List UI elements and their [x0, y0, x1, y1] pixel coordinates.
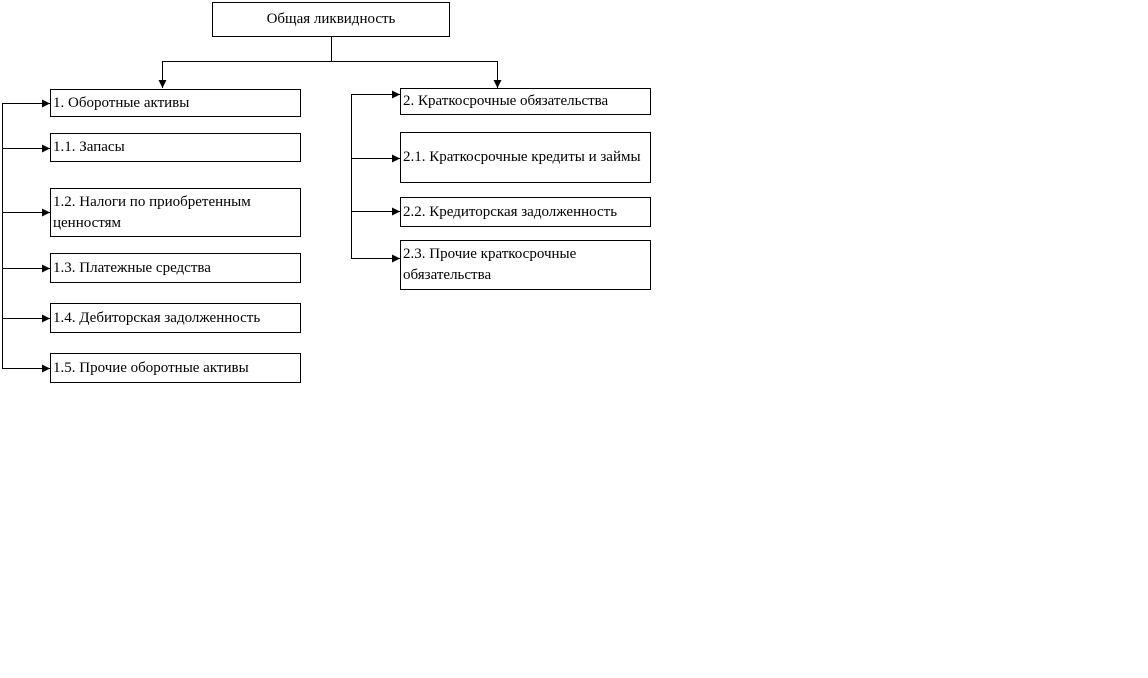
connector-left-spine: [2, 103, 50, 369]
node-2-short-term-liabilities: 2. Краткосрочные обязательства: [400, 88, 651, 115]
connector-right-spine: [351, 94, 400, 259]
node-1-current-assets: 1. Оборотные активы: [50, 89, 301, 117]
node-1-3-payment-means: 1.3. Платежные средства: [50, 253, 301, 283]
node-2-3-other-short-term-liabilities: 2.3. Прочие краткосрочные обязательства: [400, 240, 651, 290]
node-2-2-accounts-payable: 2.2. Кредиторская задолженность: [400, 197, 651, 227]
node-1-1-inventories: 1.1. Запасы: [50, 133, 301, 162]
node-1-4-accounts-receivable: 1.4. Дебиторская задолженность: [50, 303, 301, 333]
connector-root-split: [163, 37, 498, 88]
node-2-1-short-term-credits-loans: 2.1. Краткосрочные кредиты и займы: [400, 132, 651, 183]
node-1-5-other-current-assets: 1.5. Прочие оборотные активы: [50, 353, 301, 383]
node-root: Общая ликвидность: [212, 2, 450, 37]
node-1-2-taxes-on-acquired-valuables: 1.2. Налоги по приобретенным ценностям: [50, 188, 301, 237]
